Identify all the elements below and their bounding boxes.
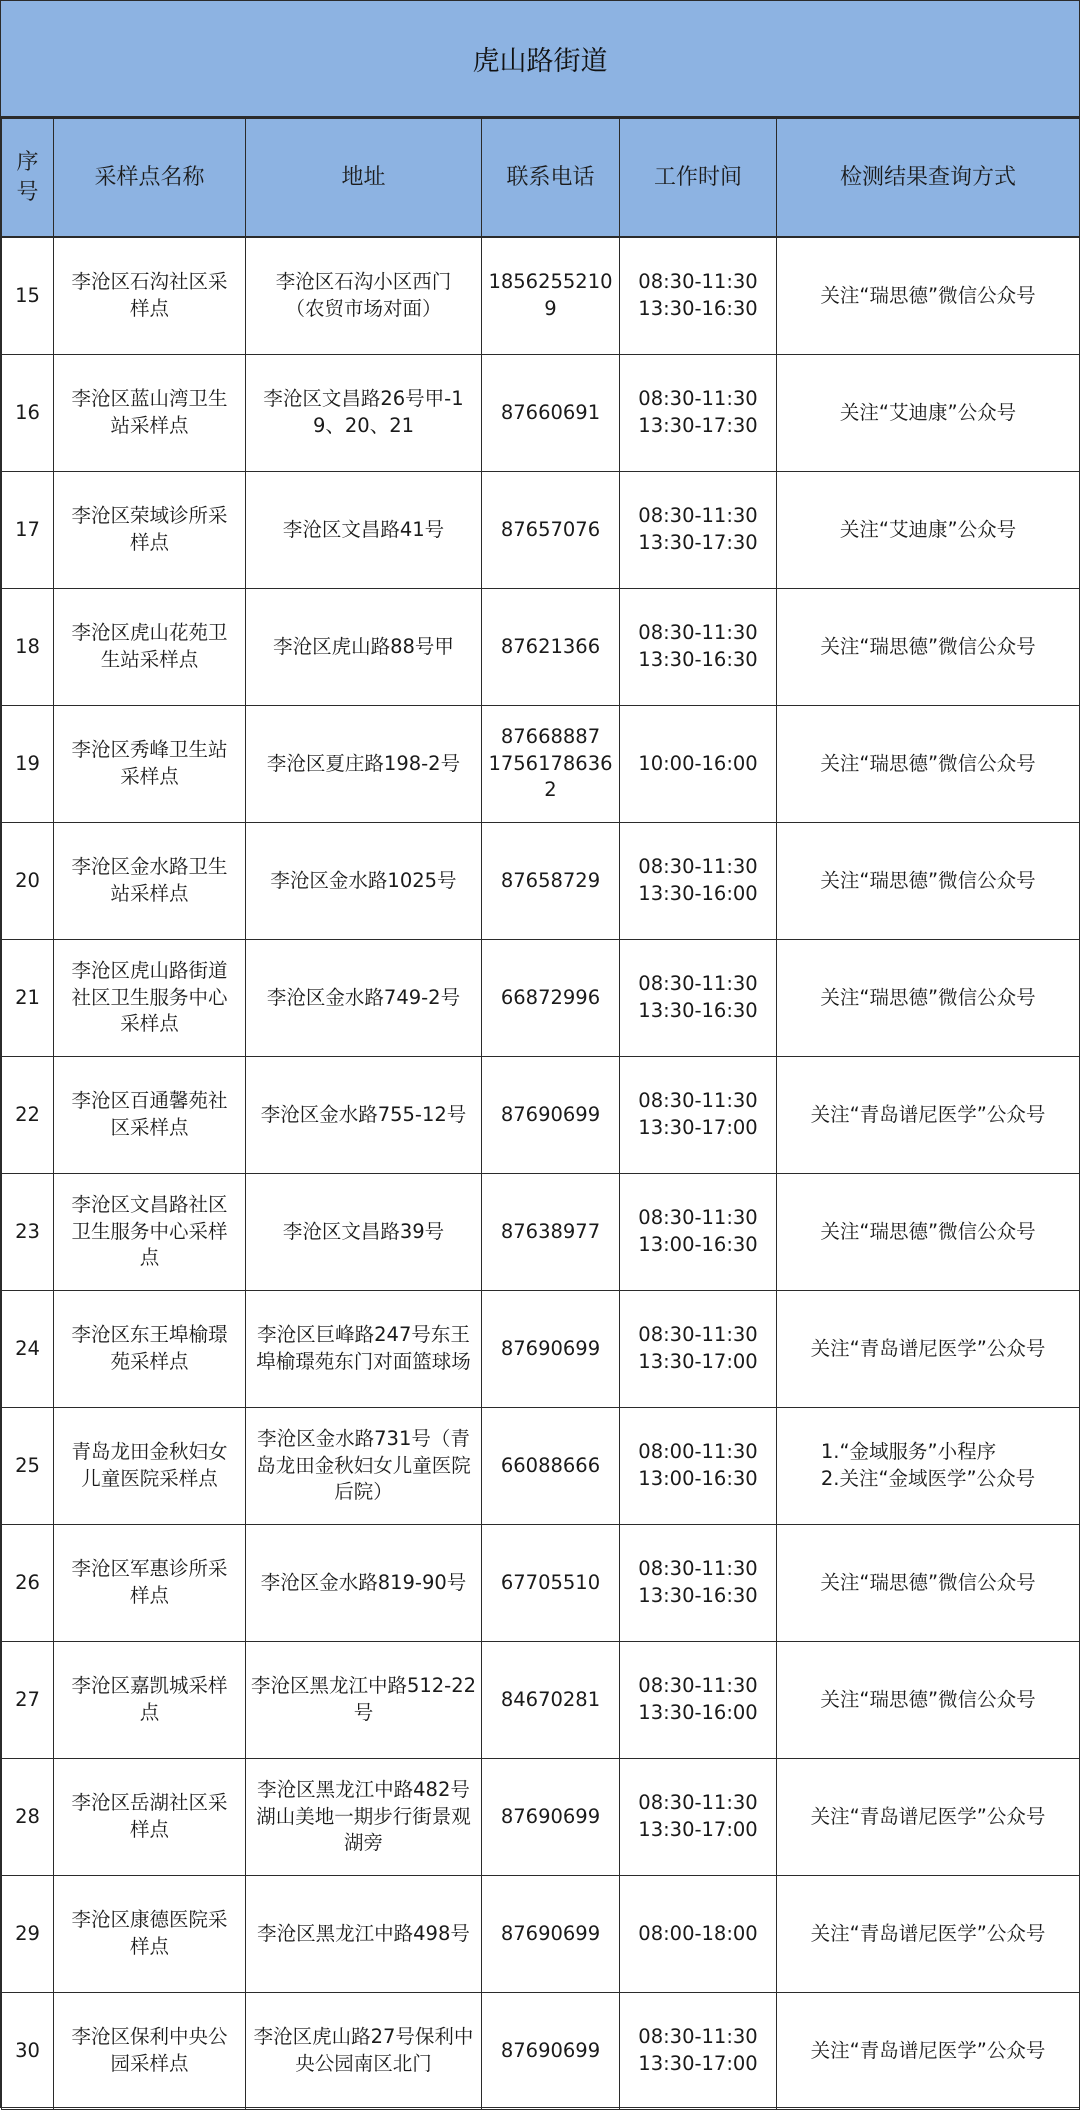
result-line: 关注“瑞思德”微信公众号	[820, 634, 1036, 658]
hours-line: 13:30-16:30	[638, 648, 758, 671]
cell-index: 18	[2, 589, 54, 706]
cell-phone	[482, 1057, 620, 1174]
table-row	[2, 706, 1080, 823]
cell-result-method	[777, 1759, 1080, 1876]
result-line: 关注“艾迪康”公众号	[839, 400, 1017, 424]
result-line: 关注“艾迪康”公众号	[839, 517, 1017, 541]
table-row	[2, 589, 1080, 706]
cell-site-name: 李沧区东王埠榆璟苑采样点	[54, 1291, 246, 1408]
cell-index: 15	[2, 237, 54, 355]
result-line: 关注“青岛谱尼医学”公众号	[810, 1804, 1046, 1828]
result-line: 1.“金域服务”小程序	[820, 1440, 997, 1464]
cell-address	[246, 589, 482, 706]
hours-line: 13:30-17:00	[638, 2052, 758, 2075]
cell-hours	[620, 1174, 777, 1291]
cell-hours	[620, 1291, 777, 1408]
hours-line: 08:30-11:30	[638, 1206, 758, 1230]
cell-result-method	[777, 1057, 1080, 1174]
hours-line: 13:00-16:30	[638, 1467, 758, 1490]
address-line: 李沧区石沟小区西门	[275, 270, 452, 294]
cell-phone	[482, 237, 620, 355]
cell-site-name: 李沧区荣域诊所采样点	[54, 472, 246, 589]
cell-site-name: 李沧区秀峰卫生站采样点	[54, 706, 246, 823]
cell-phone	[482, 706, 620, 823]
header-row	[2, 119, 1080, 238]
cell-site-name: 李沧区文昌路社区卫生服务中心采样点	[54, 1174, 246, 1291]
result-line: 关注“瑞思德”微信公众号	[820, 868, 1036, 892]
result-line: 关注“瑞思德”微信公众号	[820, 751, 1036, 775]
cell-address	[246, 940, 482, 1057]
hours-line: 08:00-11:30	[638, 1440, 758, 1464]
cell-index: 19	[2, 706, 54, 823]
cell-index: 26	[2, 1525, 54, 1642]
cell-site-name: 李沧区嘉凯城采样点	[54, 1642, 246, 1759]
cell-result-method	[777, 940, 1080, 1057]
address-line: （农贸市场对面）	[285, 297, 442, 320]
cell-hours	[620, 823, 777, 940]
cell-hours	[620, 1876, 777, 1993]
address-line: 李沧区黑龙江中路498号	[257, 1921, 470, 1945]
cell-result-method	[777, 1993, 1080, 2110]
cell-address	[246, 1174, 482, 1291]
cell-site-name: 李沧区岳湖社区采样点	[54, 1759, 246, 1876]
phone-line: 17561786362	[488, 751, 613, 802]
header-name: 采样点名称	[54, 119, 246, 238]
phone-line: 66872996	[500, 985, 601, 1009]
address-line: 李沧区文昌路41号	[282, 517, 445, 541]
cell-address	[246, 1057, 482, 1174]
hours-line: 08:00-18:00	[638, 1921, 758, 1945]
hours-line: 10:00-16:00	[638, 751, 758, 775]
cell-result-method	[777, 589, 1080, 706]
hours-line: 13:30-16:30	[638, 999, 758, 1022]
phone-line: 87638977	[500, 1219, 601, 1243]
address-line: 李沧区金水路1025号	[270, 868, 457, 892]
cell-phone	[482, 823, 620, 940]
header-phone: 联系电话	[482, 119, 620, 238]
header-hours: 工作时间	[620, 119, 777, 238]
phone-line: 87690699	[500, 1336, 601, 1360]
cell-hours	[620, 1642, 777, 1759]
address-line: 李沧区巨峰路247号东王埠榆璟苑东门对面篮球场	[256, 1323, 471, 1373]
table-row	[2, 1642, 1080, 1759]
hours-line: 13:30-17:30	[638, 531, 758, 554]
header-address: 地址	[246, 119, 482, 238]
phone-line: 87621366	[500, 634, 601, 658]
cell-address	[246, 1759, 482, 1876]
cell-index: 16	[2, 355, 54, 472]
address-line: 李沧区虎山路27号保利中央公园南区北门	[253, 2025, 474, 2075]
address-line: 李沧区金水路755-12号	[260, 1102, 467, 1126]
table-body	[2, 237, 1080, 2110]
cell-site-name: 青岛龙田金秋妇女儿童医院采样点	[54, 1408, 246, 1525]
cell-phone	[482, 1759, 620, 1876]
cell-hours	[620, 355, 777, 472]
hours-line: 08:30-11:30	[638, 855, 758, 879]
cell-index: 25	[2, 1408, 54, 1525]
cell-address	[246, 1993, 482, 2110]
hours-line: 13:30-17:00	[638, 1116, 758, 1139]
cell-hours	[620, 1993, 777, 2110]
header-result: 检测结果查询方式	[777, 119, 1080, 238]
cell-site-name: 李沧区蓝山湾卫生站采样点	[54, 355, 246, 472]
cell-phone	[482, 1876, 620, 1993]
cell-address	[246, 472, 482, 589]
cell-hours	[620, 1759, 777, 1876]
address-line: 李沧区夏庄路198-2号	[266, 751, 461, 775]
cell-hours	[620, 1525, 777, 1642]
cell-site-name: 李沧区虎山路街道社区卫生服务中心采样点	[54, 940, 246, 1057]
hours-line: 08:30-11:30	[638, 1791, 758, 1815]
cell-result-method	[777, 1876, 1080, 1993]
cell-phone	[482, 472, 620, 589]
cell-index: 30	[2, 1993, 54, 2110]
cell-index: 27	[2, 1642, 54, 1759]
cell-site-name: 李沧区保利中央公园采样点	[54, 1993, 246, 2110]
hours-line: 13:30-16:00	[638, 1701, 758, 1724]
cell-result-method	[777, 1525, 1080, 1642]
cell-phone	[482, 940, 620, 1057]
phone-line: 67705510	[500, 1570, 601, 1594]
result-line: 关注“瑞思德”微信公众号	[820, 985, 1036, 1009]
hours-line: 08:30-11:30	[638, 972, 758, 996]
cell-address	[246, 1408, 482, 1525]
cell-address	[246, 1642, 482, 1759]
cell-hours	[620, 472, 777, 589]
phone-line: 87660691	[500, 400, 601, 424]
table-row	[2, 940, 1080, 1057]
result-line: 关注“瑞思德”微信公众号	[820, 283, 1036, 307]
phone-line: 87668887	[500, 724, 601, 748]
hours-line: 13:30-16:30	[638, 297, 758, 320]
cell-address	[246, 1525, 482, 1642]
cell-index: 23	[2, 1174, 54, 1291]
hours-line: 08:30-11:30	[638, 270, 758, 294]
table-row	[2, 1057, 1080, 1174]
phone-line: 66088666	[500, 1453, 601, 1477]
table-row	[2, 472, 1080, 589]
phone-line: 87690699	[500, 1921, 601, 1945]
result-line: 关注“瑞思德”微信公众号	[820, 1570, 1036, 1594]
cell-site-name: 李沧区百通馨苑社区采样点	[54, 1057, 246, 1174]
address-line: 李沧区文昌路39号	[282, 1219, 445, 1243]
cell-result-method	[777, 1642, 1080, 1759]
cell-result-method	[777, 823, 1080, 940]
hours-line: 13:30-16:30	[638, 1584, 758, 1607]
cell-hours	[620, 237, 777, 355]
table-row	[2, 1759, 1080, 1876]
hours-line: 08:30-11:30	[638, 504, 758, 528]
cell-phone	[482, 355, 620, 472]
cell-index: 22	[2, 1057, 54, 1174]
cell-phone	[482, 1291, 620, 1408]
phone-line: 87657076	[500, 517, 601, 541]
phone-line: 87690699	[500, 1102, 601, 1126]
sampling-sites-table	[1, 118, 1080, 2110]
cell-index: 20	[2, 823, 54, 940]
cell-site-name: 李沧区石沟社区采样点	[54, 237, 246, 355]
result-line: 关注“瑞思德”微信公众号	[820, 1219, 1036, 1243]
cell-hours	[620, 589, 777, 706]
hours-line: 08:30-11:30	[638, 1674, 758, 1698]
cell-site-name: 李沧区虎山花苑卫生站采样点	[54, 589, 246, 706]
cell-phone	[482, 1174, 620, 1291]
cell-index: 21	[2, 940, 54, 1057]
cell-result-method	[777, 1291, 1080, 1408]
table-row	[2, 355, 1080, 472]
hours-line: 13:30-17:00	[638, 1818, 758, 1841]
cell-site-name: 李沧区军惠诊所采样点	[54, 1525, 246, 1642]
cell-index: 28	[2, 1759, 54, 1876]
address-line: 李沧区金水路749-2号	[266, 985, 461, 1009]
cell-phone	[482, 1993, 620, 2110]
phone-line: 18562552109	[488, 270, 613, 320]
result-line: 关注“青岛谱尼医学”公众号	[810, 1336, 1046, 1360]
table-row	[2, 1876, 1080, 1993]
phone-line: 87690699	[500, 1804, 601, 1828]
header-index: 序号	[2, 119, 54, 238]
address-line: 李沧区虎山路88号甲	[273, 634, 454, 658]
phone-line: 84670281	[500, 1687, 601, 1711]
cell-address	[246, 355, 482, 472]
hours-line: 08:30-11:30	[638, 1089, 758, 1113]
cell-address	[246, 706, 482, 823]
cell-index: 24	[2, 1291, 54, 1408]
cell-phone	[482, 1642, 620, 1759]
cell-site-name: 李沧区金水路卫生站采样点	[54, 823, 246, 940]
result-line: 关注“青岛谱尼医学”公众号	[810, 1102, 1046, 1126]
hours-line: 08:30-11:30	[638, 2025, 758, 2049]
hours-line: 13:30-17:30	[638, 414, 758, 437]
table-row	[2, 1993, 1080, 2110]
cell-result-method	[777, 1408, 1080, 1525]
address-line: 李沧区黑龙江中路482号湖山美地一期步行街景观湖旁	[256, 1777, 471, 1855]
cell-phone	[482, 589, 620, 706]
address-line: 李沧区金水路731号（青岛龙田金秋妇女儿童医院后院）	[256, 1426, 471, 1504]
cell-hours	[620, 706, 777, 823]
hours-line: 13:00-16:30	[638, 1233, 758, 1256]
hours-line: 08:30-11:30	[638, 1557, 758, 1581]
phone-line: 87690699	[500, 2038, 601, 2062]
cell-result-method	[777, 706, 1080, 823]
table-row	[2, 237, 1080, 355]
address-line: 李沧区金水路819-90号	[260, 1570, 467, 1594]
table-row	[2, 1408, 1080, 1525]
cell-hours	[620, 940, 777, 1057]
cell-phone	[482, 1408, 620, 1525]
table-row	[2, 1174, 1080, 1291]
cell-result-method	[777, 355, 1080, 472]
address-line: 李沧区黑龙江中路512-22号	[250, 1674, 477, 1724]
table-row	[2, 823, 1080, 940]
sheet-title: 虎山路街道	[1, 1, 1079, 118]
cell-site-name: 李沧区康德医院采样点	[54, 1876, 246, 1993]
cell-hours	[620, 1057, 777, 1174]
cell-index: 29	[2, 1876, 54, 1993]
cell-hours	[620, 1408, 777, 1525]
result-line: 关注“瑞思德”微信公众号	[820, 1687, 1036, 1711]
cell-address	[246, 237, 482, 355]
cell-address	[246, 823, 482, 940]
phone-line: 87658729	[500, 868, 601, 892]
hours-line: 08:30-11:30	[638, 1323, 758, 1347]
result-line: 2.关注“金域医学”公众号	[820, 1467, 1036, 1490]
cell-index: 17	[2, 472, 54, 589]
address-line: 李沧区文昌路26号甲-19、20、21	[263, 387, 464, 437]
cell-phone	[482, 1525, 620, 1642]
cell-address	[246, 1876, 482, 1993]
hours-line: 13:30-17:00	[638, 1350, 758, 1373]
cell-address	[246, 1291, 482, 1408]
hours-line: 08:30-11:30	[638, 387, 758, 411]
hours-line: 13:30-16:00	[638, 882, 758, 905]
hours-line: 08:30-11:30	[638, 621, 758, 645]
table-row	[2, 1291, 1080, 1408]
cell-result-method	[777, 472, 1080, 589]
cell-result-method	[777, 237, 1080, 355]
cell-result-method	[777, 1174, 1080, 1291]
table-row	[2, 1525, 1080, 1642]
result-line: 关注“青岛谱尼医学”公众号	[810, 1921, 1046, 1945]
result-line: 关注“青岛谱尼医学”公众号	[810, 2038, 1046, 2062]
